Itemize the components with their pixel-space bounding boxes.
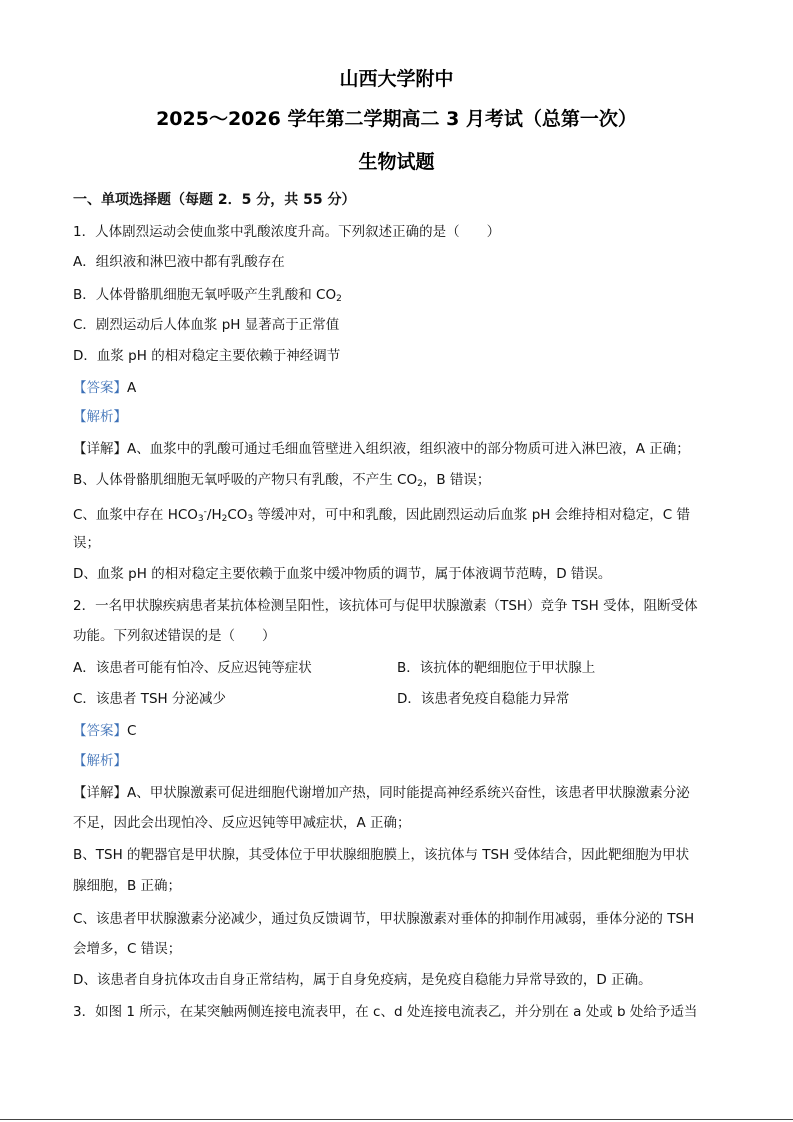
q2-option-b: B．该抗体的靶细胞位于甲状腺上: [397, 660, 596, 676]
q1-option-a: A．组织液和淋巴液中都有乳酸存在: [73, 254, 285, 270]
q2-detail-a: [73, 783, 723, 803]
q2-detail-a-continued: 不足，因此会出现怕冷、反应迟钝等甲减症状，A 正确；: [73, 815, 411, 831]
q1-detail-c-sub3: 3: [247, 514, 254, 524]
q1-detail-c-part3: CO: [227, 507, 248, 523]
q1-detail-a: [73, 439, 723, 459]
q2-analysis-label: 【解析】: [73, 753, 127, 769]
q2-detail-c: C、该患者甲状腺激素分泌减少，通过负反馈调节，甲状腺激素对垂体的抑制作用减弱，垂体分泌的 TSH: [73, 911, 695, 927]
q1-answer-label: 【答案】: [73, 380, 127, 396]
page-bottom-rule: [0, 1119, 793, 1120]
q2-detail-b-continued: 腺细胞，B 正确；: [73, 878, 182, 894]
q1-option-d: D．血浆 pH 的相对稳定主要依赖于神经调节: [73, 348, 341, 364]
q2-detail-a-text: A、甲状腺激素可促进细胞代谢增加产热，同时能提高神经系统兴奋性，该患者甲状腺激素分泌: [127, 785, 690, 801]
q2-detail-c-continued: 会增多，C 错误；: [73, 941, 182, 957]
q1-detail-a-text: A、血浆中的乳酸可通过毛细血管壁进入组织液，组织液中的部分物质可进入淋巴液，A 正确；: [127, 441, 690, 457]
q1-option-b-subscript: 2: [336, 294, 342, 304]
q2-answer-value: C: [127, 723, 137, 739]
q2-detail-d: D、该患者自身抗体攻击自身正常结构，属于自身免疫病，是免疫自稳能力异常导致的，D 正确。: [73, 972, 652, 988]
section-heading: 一、单项选择题（每题 2．5 分，共 55 分）: [73, 192, 356, 208]
exam-title: 2025～2026 学年第二学期高二 3 月考试（总第一次）: [156, 108, 637, 130]
q1-detail-c-part2: /H: [206, 507, 222, 523]
q3-stem-line1: 3．如图 1 所示，在某突触两侧连接电流表甲，在 c、d 处连接电流表乙，并分别在 a 处或 b 处给予适当: [73, 1004, 698, 1020]
q2-detail-label: 【详解】: [73, 785, 127, 801]
q1-analysis-label: 【解析】: [73, 409, 127, 425]
q1-option-b: [73, 285, 723, 309]
q2-answer: [73, 721, 723, 741]
q1-detail-c-sup: -: [203, 507, 207, 517]
q1-detail-c: [73, 502, 723, 529]
q2-options-row1: [73, 658, 723, 678]
q1-detail-c-continued: 误；: [73, 535, 100, 551]
q2-stem-line2: 功能。下列叙述错误的是（ ）: [73, 628, 276, 644]
q1-stem: 1．人体剧烈运动会使血浆中乳酸浓度升高。下列叙述正确的是（ ）: [73, 224, 501, 240]
q1-detail-c-sub1: 3: [197, 514, 204, 524]
q1-detail-b-subscript: 2: [417, 479, 423, 489]
q2-option-d: D．该患者免疫自稳能力异常: [397, 691, 570, 707]
q1-detail-b-tail: ，B 错误；: [422, 472, 491, 488]
q1-detail-d: D、血浆 pH 的相对稳定主要依赖于血浆中缓冲物质的调节，属于体液调节范畴，D 错误。: [73, 566, 612, 582]
school-name: 山西大学附中: [339, 68, 454, 90]
q1-answer: [73, 378, 723, 398]
q1-detail-b-text: B、人体骨骼肌细胞无氧呼吸的产物只有乳酸，不产生 CO: [73, 472, 418, 488]
q2-answer-label: 【答案】: [73, 723, 127, 739]
q1-option-c: C．剧烈运动后人体血浆 pH 显著高于正常值: [73, 317, 340, 333]
q1-detail-c-part4: 等缓冲对，可中和乳酸，因此剧烈运动后血浆 pH 会维持相对稳定，C 错: [253, 507, 690, 523]
q2-stem-line1: 2．一名甲状腺疾病患者某抗体检测呈阳性，该抗体可与促甲状腺激素（TSH）竞争 TSH 受体，阻断受体: [73, 598, 698, 614]
q2-options-row2: [73, 689, 723, 709]
q2-detail-b: B、TSH 的靶器官是甲状腺，其受体位于甲状腺细胞膜上，该抗体与 TSH 受体结合，因此靶细胞为甲状: [73, 847, 690, 863]
subject-title: 生物试题: [358, 151, 435, 173]
q1-answer-value: A: [127, 380, 137, 396]
q1-detail-c-part1: C、血浆中存在 HCO: [73, 507, 198, 523]
q2-option-c: C．该患者 TSH 分泌减少: [73, 691, 226, 707]
q2-option-a: A．该患者可能有怕冷、反应迟钝等症状: [73, 660, 312, 676]
q1-detail-c-sub2: 2: [221, 514, 228, 524]
q1-detail-b: [73, 470, 723, 494]
q1-detail-label: 【详解】: [73, 441, 127, 457]
q1-option-b-text: B．人体骨骼肌细胞无氧呼吸产生乳酸和 CO: [73, 287, 337, 303]
